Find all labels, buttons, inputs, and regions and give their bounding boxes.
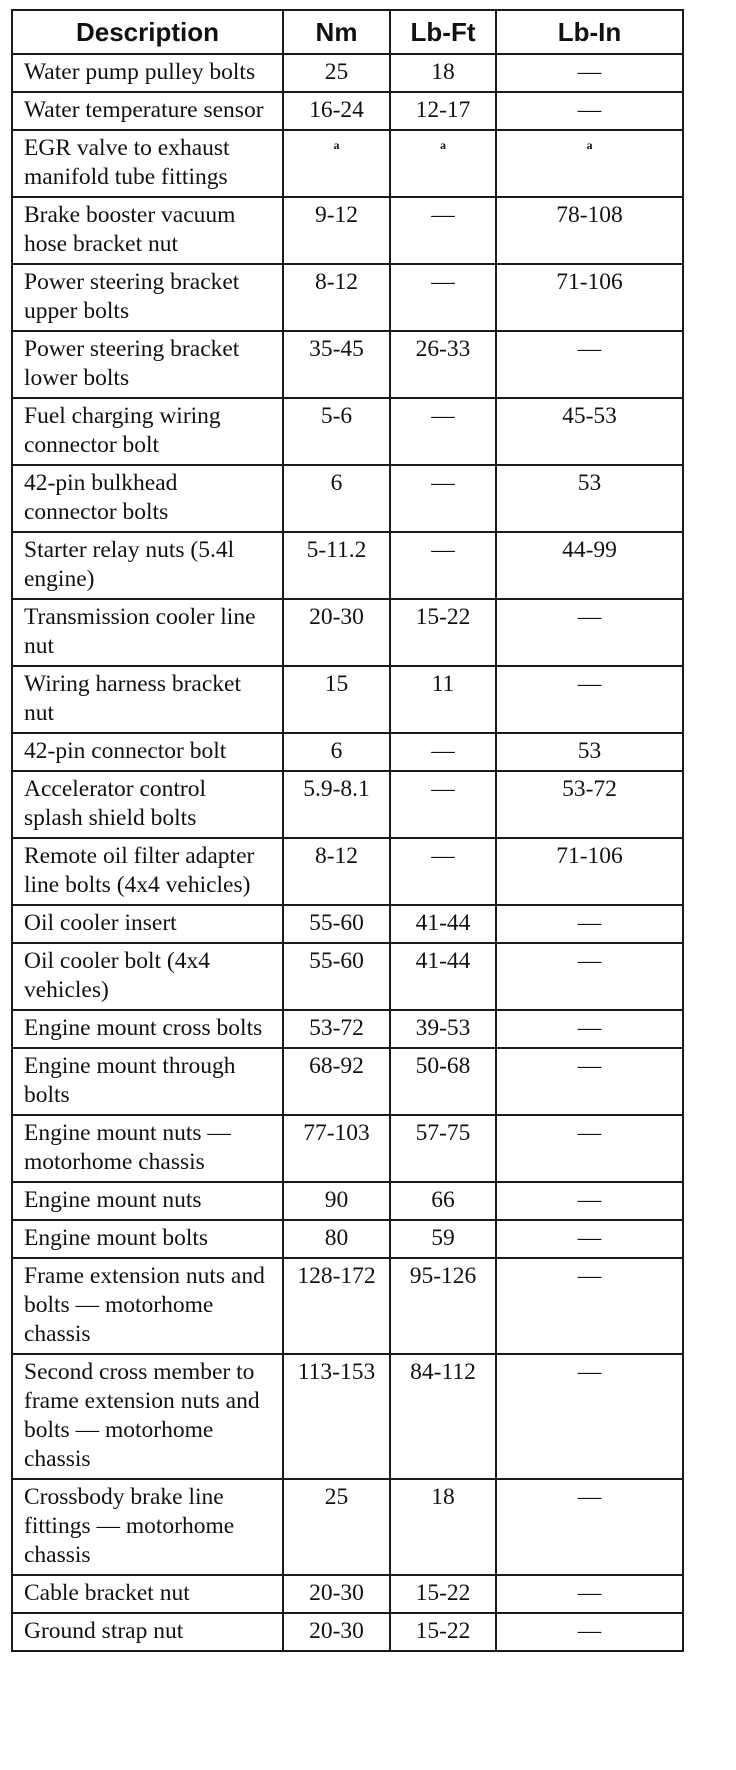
- value-text: —: [577, 1120, 602, 1146]
- value-text: 25: [324, 1484, 349, 1510]
- column-header-lb-in: Lb-In: [496, 10, 683, 54]
- nm-value-cell: [283, 398, 390, 465]
- description-line: Remote oil filter adapter: [24, 843, 255, 869]
- table-row: [12, 1048, 683, 1115]
- table-row: [12, 532, 683, 599]
- description-cell: [12, 771, 283, 838]
- lb-ft-value-cell: [390, 599, 496, 666]
- lb-in-value-cell: [496, 532, 683, 599]
- value-text: 95-126: [409, 1263, 477, 1289]
- description-line: Water temperature sensor: [24, 97, 264, 123]
- value-text: 55-60: [309, 948, 364, 974]
- lb-in-value-cell: [496, 197, 683, 264]
- lb-ft-value-cell: [390, 1613, 496, 1651]
- value-text: 53: [577, 738, 602, 764]
- description-line: manifold tube fittings: [24, 164, 228, 190]
- value-text: 39-53: [415, 1015, 471, 1041]
- value-text: 84-112: [410, 1359, 476, 1385]
- nm-value-cell: [283, 1220, 390, 1258]
- lb-ft-value-cell: [390, 331, 496, 398]
- nm-value-cell: [283, 943, 390, 1010]
- description-cell: [12, 532, 283, 599]
- description-line: splash shield bolts: [24, 805, 197, 831]
- value-text: 16-24: [309, 97, 364, 123]
- nm-value-cell: [283, 130, 390, 197]
- nm-value-cell: [283, 733, 390, 771]
- table-row: [12, 1115, 683, 1182]
- description-line: motorhome chassis: [24, 1149, 205, 1175]
- value-text: 5-11.2: [306, 537, 367, 563]
- description-line: Power steering bracket: [24, 269, 240, 295]
- value-text: —: [577, 1618, 602, 1644]
- description-cell: [12, 1220, 283, 1258]
- table-row: [12, 771, 683, 838]
- description-cell: [12, 666, 283, 733]
- description-line: Brake booster vacuum: [24, 202, 236, 228]
- nm-value-cell: [283, 331, 390, 398]
- value-text: —: [577, 59, 602, 85]
- value-text: 59: [431, 1225, 455, 1251]
- value-text: 90: [324, 1187, 349, 1213]
- value-text: 78-108: [556, 202, 623, 228]
- lb-in-value-cell: [496, 264, 683, 331]
- description-line: Engine mount nuts: [24, 1187, 202, 1213]
- description-cell: [12, 130, 283, 197]
- lb-in-value-cell: [496, 1182, 683, 1220]
- value-text: 15-22: [415, 1580, 471, 1606]
- value-text: 77-103: [303, 1120, 370, 1146]
- table-row: [12, 465, 683, 532]
- lb-in-value-cell: [496, 398, 683, 465]
- value-text: 15-22: [415, 604, 471, 630]
- value-text: —: [431, 269, 455, 295]
- description-line: Frame extension nuts and: [24, 1263, 265, 1289]
- value-text: —: [431, 537, 455, 563]
- description-cell: [12, 1575, 283, 1613]
- value-text: —: [577, 1484, 602, 1510]
- table-row: [12, 1613, 683, 1651]
- lb-ft-value-cell: [390, 92, 496, 130]
- description-line: Second cross member to: [24, 1359, 255, 1385]
- nm-value-cell: [283, 532, 390, 599]
- value-text: 53-72: [309, 1015, 364, 1041]
- table-row: [12, 838, 683, 905]
- nm-value-cell: [283, 1258, 390, 1354]
- description-line: fittings — motorhome: [24, 1513, 235, 1539]
- description-line: bolts: [24, 1082, 70, 1108]
- value-text: —: [431, 843, 455, 869]
- lb-in-value-cell: [496, 331, 683, 398]
- lb-in-value-cell: [496, 838, 683, 905]
- description-line: Power steering bracket: [24, 336, 240, 362]
- value-text: 26-33: [415, 336, 471, 362]
- column-header-description: Description: [12, 10, 283, 54]
- description-cell: [12, 1613, 283, 1651]
- description-line: connector bolts: [24, 499, 169, 525]
- value-text: 8-12: [314, 269, 359, 295]
- description-cell: [12, 733, 283, 771]
- lb-in-value-cell: [496, 1354, 683, 1479]
- nm-value-cell: [283, 771, 390, 838]
- value-text: 8-12: [314, 843, 359, 869]
- nm-value-cell: [283, 1354, 390, 1479]
- description-line: chassis: [24, 1446, 91, 1472]
- lb-ft-value-cell: [390, 54, 496, 92]
- nm-value-cell: [283, 92, 390, 130]
- description-line: Wiring harness bracket: [24, 671, 241, 697]
- table-row: [12, 1010, 683, 1048]
- nm-value-cell: [283, 197, 390, 264]
- lb-in-value-cell: [496, 666, 683, 733]
- description-cell: [12, 905, 283, 943]
- column-header-nm: Nm: [283, 10, 390, 54]
- value-text: 80: [324, 1225, 349, 1251]
- nm-value-cell: [283, 838, 390, 905]
- lb-ft-value-cell: [390, 1354, 496, 1479]
- description-line: Engine mount cross bolts: [24, 1015, 263, 1041]
- lb-in-value-cell: [496, 771, 683, 838]
- lb-in-value-cell: [496, 1575, 683, 1613]
- description-line: Oil cooler insert: [24, 910, 177, 936]
- value-text: 44-99: [562, 537, 617, 563]
- footnote-marker: a: [440, 138, 446, 152]
- nm-value-cell: [283, 1613, 390, 1651]
- lb-in-value-cell: [496, 1010, 683, 1048]
- description-line: Starter relay nuts (5.4l: [24, 537, 235, 563]
- table-row: [12, 264, 683, 331]
- lb-ft-value-cell: [390, 398, 496, 465]
- description-line: chassis: [24, 1542, 91, 1568]
- table-row: [12, 1479, 683, 1575]
- value-text: —: [577, 1015, 602, 1041]
- description-line: nut: [24, 700, 55, 726]
- value-text: 20-30: [309, 1618, 364, 1644]
- value-text: 57-75: [415, 1120, 471, 1146]
- description-line: Ground strap nut: [24, 1618, 184, 1644]
- lb-ft-value-cell: [390, 666, 496, 733]
- value-text: 18: [431, 1484, 455, 1510]
- lb-ft-value-cell: [390, 1258, 496, 1354]
- description-cell: [12, 1115, 283, 1182]
- lb-in-value-cell: [496, 1220, 683, 1258]
- description-cell: [12, 465, 283, 532]
- description-line: Engine mount nuts —: [24, 1120, 231, 1146]
- description-line: Cable bracket nut: [24, 1580, 190, 1606]
- description-line: Crossbody brake line: [24, 1484, 224, 1510]
- value-text: —: [431, 776, 455, 802]
- nm-value-cell: [283, 1479, 390, 1575]
- description-line: Transmission cooler line: [24, 604, 256, 630]
- value-text: 68-92: [309, 1053, 364, 1079]
- table-row: [12, 1220, 683, 1258]
- description-cell: [12, 1479, 283, 1575]
- footnote-marker: a: [586, 138, 593, 152]
- table-row: [12, 1182, 683, 1220]
- lb-in-value-cell: [496, 92, 683, 130]
- value-text: —: [577, 1187, 602, 1213]
- value-text: 20-30: [309, 1580, 364, 1606]
- value-text: 55-60: [309, 910, 364, 936]
- value-text: 66: [431, 1187, 455, 1213]
- table-row: [12, 1258, 683, 1354]
- table-row: [12, 733, 683, 771]
- nm-value-cell: [283, 54, 390, 92]
- value-text: 35-45: [309, 336, 364, 362]
- value-text: 12-17: [415, 97, 471, 123]
- value-text: 50-68: [415, 1053, 471, 1079]
- value-text: 45-53: [562, 403, 617, 429]
- description-cell: [12, 1048, 283, 1115]
- value-text: 41-44: [415, 910, 471, 936]
- value-text: —: [431, 202, 455, 228]
- lb-in-value-cell: [496, 130, 683, 197]
- value-text: —: [577, 910, 602, 936]
- value-text: —: [577, 671, 602, 697]
- table-row: [12, 1354, 683, 1479]
- footnote-marker: a: [333, 138, 340, 152]
- value-text: —: [577, 1225, 602, 1251]
- value-text: 18: [431, 59, 455, 85]
- value-text: —: [431, 738, 455, 764]
- lb-ft-value-cell: [390, 197, 496, 264]
- description-cell: [12, 92, 283, 130]
- description-cell: [12, 264, 283, 331]
- value-text: 113-153: [297, 1359, 376, 1385]
- lb-ft-value-cell: [390, 905, 496, 943]
- description-line: EGR valve to exhaust: [24, 135, 230, 161]
- lb-ft-value-cell: [390, 1220, 496, 1258]
- value-text: —: [431, 403, 455, 429]
- description-line: line bolts (4x4 vehicles): [24, 872, 251, 898]
- value-text: —: [577, 1359, 602, 1385]
- table-row: [12, 398, 683, 465]
- value-text: —: [577, 336, 602, 362]
- value-text: 5-6: [320, 403, 353, 429]
- nm-value-cell: [283, 599, 390, 666]
- description-line: Fuel charging wiring: [24, 403, 221, 429]
- description-line: chassis: [24, 1321, 91, 1347]
- value-text: 71-106: [556, 843, 623, 869]
- value-text: 11: [431, 671, 455, 697]
- nm-value-cell: [283, 264, 390, 331]
- value-text: 9-12: [314, 202, 359, 228]
- description-line: Water pump pulley bolts: [24, 59, 256, 85]
- description-line: connector bolt: [24, 432, 160, 458]
- value-text: 41-44: [415, 948, 471, 974]
- value-text: 15: [324, 671, 349, 697]
- description-line: 42-pin bulkhead: [24, 470, 178, 496]
- description-line: lower bolts: [24, 365, 130, 391]
- nm-value-cell: [283, 465, 390, 532]
- value-text: —: [577, 1263, 602, 1289]
- lb-in-value-cell: [496, 1115, 683, 1182]
- torque-spec-table: [11, 9, 684, 1652]
- description-line: engine): [24, 566, 95, 592]
- lb-in-value-cell: [496, 599, 683, 666]
- value-text: —: [577, 604, 602, 630]
- nm-value-cell: [283, 1115, 390, 1182]
- description-line: nut: [24, 633, 55, 659]
- lb-ft-value-cell: [390, 130, 496, 197]
- description-cell: [12, 54, 283, 92]
- lb-ft-value-cell: [390, 1115, 496, 1182]
- description-cell: [12, 943, 283, 1010]
- nm-value-cell: [283, 905, 390, 943]
- nm-value-cell: [283, 1010, 390, 1048]
- description-line: hose bracket nut: [24, 231, 179, 257]
- lb-ft-value-cell: [390, 1010, 496, 1048]
- lb-ft-value-cell: [390, 838, 496, 905]
- lb-in-value-cell: [496, 1479, 683, 1575]
- lb-ft-value-cell: [390, 532, 496, 599]
- nm-value-cell: [283, 1048, 390, 1115]
- torque-spec-sheet: [11, 9, 684, 1652]
- nm-value-cell: [283, 666, 390, 733]
- value-text: 25: [324, 59, 349, 85]
- value-text: 53-72: [562, 776, 617, 802]
- description-line: Oil cooler bolt (4x4: [24, 948, 211, 974]
- description-line: Engine mount through: [24, 1053, 236, 1079]
- nm-value-cell: [283, 1182, 390, 1220]
- nm-value-cell: [283, 1575, 390, 1613]
- lb-in-value-cell: [496, 54, 683, 92]
- description-line: bolts — motorhome: [24, 1292, 214, 1318]
- lb-in-value-cell: [496, 733, 683, 771]
- description-cell: [12, 398, 283, 465]
- value-text: 128-172: [297, 1263, 376, 1289]
- value-text: 15-22: [415, 1618, 471, 1644]
- table-row: [12, 599, 683, 666]
- table-row: [12, 666, 683, 733]
- table-row: [12, 1575, 683, 1613]
- value-text: —: [431, 470, 455, 496]
- lb-ft-value-cell: [390, 1182, 496, 1220]
- lb-ft-value-cell: [390, 1575, 496, 1613]
- description-line: upper bolts: [24, 298, 130, 324]
- column-header-lb-ft: Lb-Ft: [390, 10, 496, 54]
- value-text: —: [577, 97, 602, 123]
- table-row: [12, 905, 683, 943]
- value-text: 6: [330, 738, 343, 764]
- lb-ft-value-cell: [390, 733, 496, 771]
- lb-in-value-cell: [496, 905, 683, 943]
- description-cell: [12, 1258, 283, 1354]
- value-text: —: [577, 1580, 602, 1606]
- description-line: Engine mount bolts: [24, 1225, 209, 1251]
- description-cell: [12, 331, 283, 398]
- lb-in-value-cell: [496, 1258, 683, 1354]
- value-text: 53: [577, 470, 602, 496]
- lb-ft-value-cell: [390, 943, 496, 1010]
- lb-ft-value-cell: [390, 1479, 496, 1575]
- description-line: vehicles): [24, 977, 109, 1003]
- lb-ft-value-cell: [390, 264, 496, 331]
- description-cell: [12, 1354, 283, 1479]
- value-text: —: [577, 948, 602, 974]
- table-row: [12, 943, 683, 1010]
- lb-in-value-cell: [496, 465, 683, 532]
- value-text: 5.9-8.1: [303, 776, 370, 802]
- description-cell: [12, 197, 283, 264]
- description-line: frame extension nuts and: [24, 1388, 260, 1414]
- value-text: 71-106: [556, 269, 623, 295]
- lb-ft-value-cell: [390, 465, 496, 532]
- table-body: [12, 54, 683, 1651]
- description-cell: [12, 838, 283, 905]
- description-line: Accelerator control: [24, 776, 207, 802]
- value-text: —: [577, 1053, 602, 1079]
- table-row: [12, 331, 683, 398]
- value-text: 20-30: [309, 604, 364, 630]
- lb-in-value-cell: [496, 1048, 683, 1115]
- table-row: [12, 197, 683, 264]
- description-cell: [12, 1010, 283, 1048]
- value-text: 6: [330, 470, 343, 496]
- table-row: [12, 92, 683, 130]
- lb-in-value-cell: [496, 943, 683, 1010]
- description-cell: [12, 599, 283, 666]
- table-row: [12, 54, 683, 92]
- lb-ft-value-cell: [390, 1048, 496, 1115]
- description-line: 42-pin connector bolt: [24, 738, 227, 764]
- table-row: [12, 130, 683, 197]
- description-cell: [12, 1182, 283, 1220]
- lb-ft-value-cell: [390, 771, 496, 838]
- description-line: bolts — motorhome: [24, 1417, 214, 1443]
- table-header-row: [12, 10, 683, 54]
- lb-in-value-cell: [496, 1613, 683, 1651]
